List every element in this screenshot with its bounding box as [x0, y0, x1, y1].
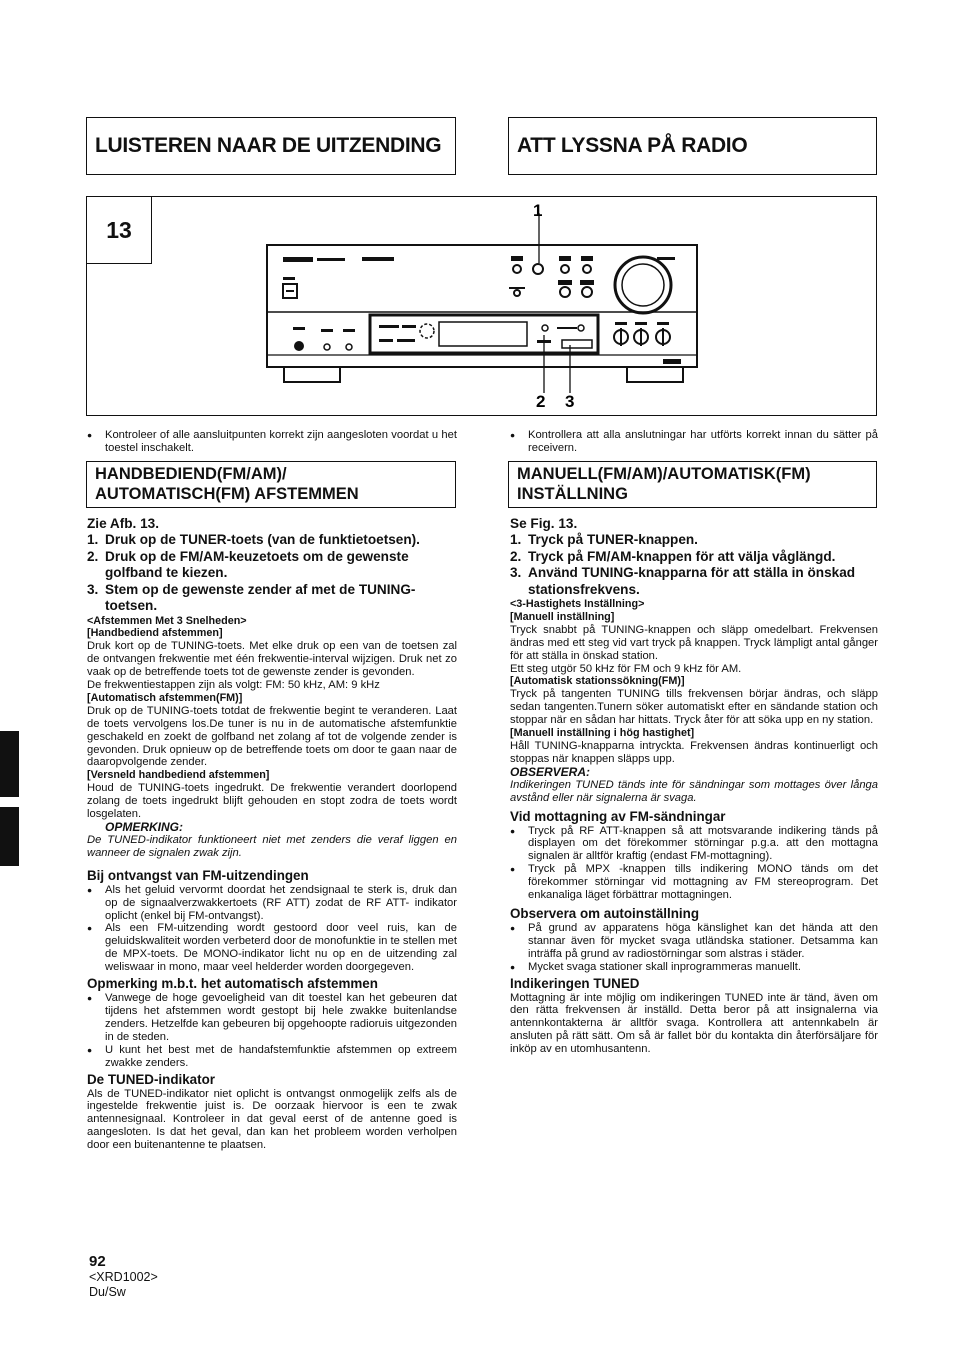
auto-note-bullet-nl-2: ● U kunt het best met de handafstemfunktie afstemmen op extreem zwakke zenders. [87, 1044, 457, 1070]
auto-note-head-nl: Opmerking m.b.t. het automatisch afstemmen [87, 976, 378, 992]
manual-text-sv: Tryck snabbt på TUNING-knappen och släpp omedelbart. Frekvensen ändras med ett steg vid vart tryck på knappen. Tryck lämpligt antal gånger för att ställa in önskad station. [510, 623, 878, 662]
intro-nl: ● Kontroleer of alle aansluitpunten korrekt zijn aangesloten voordat u het toestel inschakelt. [87, 429, 457, 455]
title-box-nl [86, 117, 456, 175]
title-box-sv [508, 117, 877, 175]
column-sv-body [510, 515, 878, 1056]
step-sv-1: 1. Tryck på TUNER-knappen. [510, 532, 698, 547]
speeds-label-sv: <3-Hastighets Inställning> [510, 598, 645, 610]
language-code: Du/Sw [89, 1285, 126, 1299]
steps-text-sv: Ett steg utgör 50 kHz för FM och 9 kHz för AM. [510, 662, 742, 675]
column-sv [510, 429, 878, 455]
note-head-nl: OPMERKING: [105, 820, 183, 834]
steps-text-nl: De frekwentiestappen zijn als volgt: FM: 50 kHz, AM: 9 kHz [87, 679, 380, 692]
fm-bullet-sv-1: ● Tryck på RF ATT-knappen så att motsvarande indikering tänds på displayen om det förekommer störningar p.g.a. att den mottagna signalen är alltför kraftig (endast FM-mottagning). [510, 825, 878, 864]
page-title-sv: ATT LYSSNA PÅ RADIO [517, 134, 748, 157]
footer [89, 1253, 158, 1300]
auto-note-bullet-sv-1: ● På grund av apparatens höga känslighet kan det hända att den stannar även för mycket svaga utländska stationer. Detsamma kan inträffa på grund av radiostörningar som alstras i städer. [510, 922, 878, 961]
tuned-text-nl: Als de TUNED-indikator niet oplicht is ontvangst onmogelijk zelfs als de ingestelde frekwentie juist is. De oorzaak hiervoor is een te zwak antennesignaal. Kontroleer in dat geval eerst of de antenne goed is aangesloten. Is dat het geval, dan kan het probleem worden verholpen door een buitenantenne te plaatsen. [87, 1087, 457, 1152]
figure-box [86, 196, 877, 416]
column-nl-body [87, 515, 457, 1152]
section-title-sv-1: MANUELL(FM/AM)/AUTOMATISK(FM) [517, 465, 811, 483]
callout-1: 1 [533, 201, 543, 220]
intro-sv: ● Kontrollera att alla anslutningar har utförts korrekt innan du sätter på receivern. [510, 429, 878, 455]
fm-head-sv: Vid mottagning av FM-sändningar [510, 808, 726, 824]
fig-ref-nl: Zie Afb. 13. [87, 516, 160, 531]
section-title-box-nl [86, 461, 456, 508]
speeds-label-nl: <Afstemmen Met 3 Snelheden> [87, 614, 247, 627]
auto-text-nl: Druk op de TUNING-toets totdat de frekwentie begint te veranderen. Laat de toets vervolgens los.De tuner is nu in de automatische afstemfunktie geschakeld en zoekt de golfband net zolang af tot de volgende zender is gevonden. Druk opnieuw op de betreffende toets om door te gaan naar de daaropvolgende zender. [87, 704, 457, 769]
section-title-nl-1: HANDBEDIEND(FM/AM)/ [95, 465, 287, 483]
receiver-illustration [87, 197, 876, 415]
step-sv-3: 3. Använd TUNING-knapparna för att ställa in önskad stationsfrekvens. [510, 565, 856, 597]
side-marker-1 [0, 731, 19, 797]
manual-label-sv: [Manuell inställning] [510, 610, 615, 623]
auto-note-bullet-sv-2: ● Mycket svaga stationer skall inprogrammeras manuellt. [510, 961, 878, 974]
fm-bullet-nl-1: ● Als het geluid vervormt doordat het zendsignaal te sterk is, druk dan op de signaalverzwakkertoets (RF ATT) zodat de RF ATT- indikator oplicht (enkel bij FM-ontvangst). [87, 884, 457, 923]
tuned-head-nl: De TUNED-indikator [87, 1071, 215, 1087]
auto-text-sv: Tryck på tangenten TUNING tills frekvensen börjar ändras, och släpp sedan tangenten.Tunern söker automatiskt efter en sändande station och stoppar när en sådan har hittats. Tryck åter för att söka upp en ny station. [510, 688, 878, 727]
auto-note-head-sv: Observera om autoinställning [510, 905, 699, 921]
page-title-nl: LUISTEREN NAAR DE UITZENDING [95, 134, 442, 157]
fm-head-nl: Bij ontvangst van FM-uitzendingen [87, 867, 309, 883]
manual-label-nl: [Handbediend afstemmen] [87, 627, 223, 640]
auto-label-sv: [Automatisk stationssökning(FM)] [510, 675, 685, 688]
fast-label-nl: [Versneld handbediend afstemmen] [87, 769, 270, 782]
note-head-sv: OBSERVERA: [510, 764, 591, 779]
manual-text-nl: Druk kort op de TUNING-toets. Met elke druk op een van de toetsen zal de ontvangen frekwentie met één frekwentie-interval wijzigen. Druk net zo vaak op de betreffende toets tot de gewenste zender is gevonden. [87, 640, 457, 679]
callout-3: 3 [565, 392, 575, 411]
note-text-sv: Indikeringen TUNED tänds inte för sändningar som mottages över långa avstånd eller när signalerna är svaga. [510, 778, 878, 804]
column-nl [87, 429, 457, 455]
fast-text-sv: Håll TUNING-knapparna intryckta. Frekvensen ändras kontinuerligt och stoppas när knappen släpps upp. [510, 739, 878, 765]
figure-number: 13 [106, 216, 132, 243]
auto-note-bullet-nl-1: ● Vanwege de hoge gevoeligheid van dit toestel kan het gebeuren dat tijdens het afstemmen wordt gestopt bij hele zwakke buitenlandse zenders. Hetzelfde kan gebeuren bij opgehoopte radioruis uitgezonden in de steden. [87, 992, 457, 1044]
fast-label-sv: [Manuell inställning i hög hastighet] [510, 727, 695, 740]
fm-bullet-nl-2: ● Als een FM-uitzending wordt gestoord door veel ruis, kan de geluidskwaliteit worden verbeterd door de monofunktie in te stellen met de MPX-toets. De MONO-indikator licht nu op en de uitzending zal weliswaar in mono, maar veel helderder worden doorgegeven. [87, 922, 457, 974]
section-title-sv-2: INSTÄLLNING [517, 485, 628, 503]
fig-ref-sv: Se Fig. 13. [510, 516, 578, 531]
step-nl-2: 2. Druk op de FM/AM-keuzetoets om de gewenste golfband te kiezen. [87, 548, 409, 580]
fm-bullet-sv-2: ● Tryck på MPX -knappen tills indikering MONO tänds om det förekommer störningar vid mottagning av FM stereoprogram. Det enkanaliga läget förbättrar mottagningen. [510, 863, 878, 902]
auto-label-nl: [Automatisch afstemmen(FM)] [87, 691, 243, 704]
tuned-text-sv: Mottagning är inte möjlig om indikeringen TUNED inte är tänd, även om den rätta frekvensen är inställd. Detta beror på att insignalerna via antennkontakterna är alltför svaga. Kontrollera att antennkabeln är ansluten på rätt sätt. Om så är fallet bör du kontakta din återförsäljare för inköp av en utomhusantenn. [510, 991, 878, 1056]
side-marker-2 [0, 807, 19, 866]
section-title-box-sv [508, 461, 877, 508]
fast-text-nl: Houd de TUNING-toets ingedrukt. De frekwentie verandert doorlopend zolang de toets ingedrukt blijft gehouden en stopt zodra de toets wordt losgelaten. [87, 782, 457, 821]
tuned-head-sv: Indikeringen TUNED [510, 975, 640, 991]
section-title-nl-2: AUTOMATISCH(FM) AFSTEMMEN [95, 485, 359, 503]
page-number: 92 [89, 1253, 106, 1270]
step-nl-1: 1. Druk op de TUNER-toets (van de funktietoetsen). [87, 532, 420, 547]
step-nl-3: 3. Stem op de gewenste zender af met de TUNING-toetsen. [87, 581, 416, 613]
note-text-nl: De TUNED-indikator funktioneert niet met zenders die veraf liggen en wanneer de signalen zwak zijn. [87, 833, 457, 859]
step-sv-2: 2. Tryck på FM/AM-knappen för att välja våglängd. [510, 548, 836, 564]
callout-2: 2 [536, 392, 546, 411]
model-code: <XRD1002> [89, 1270, 158, 1284]
